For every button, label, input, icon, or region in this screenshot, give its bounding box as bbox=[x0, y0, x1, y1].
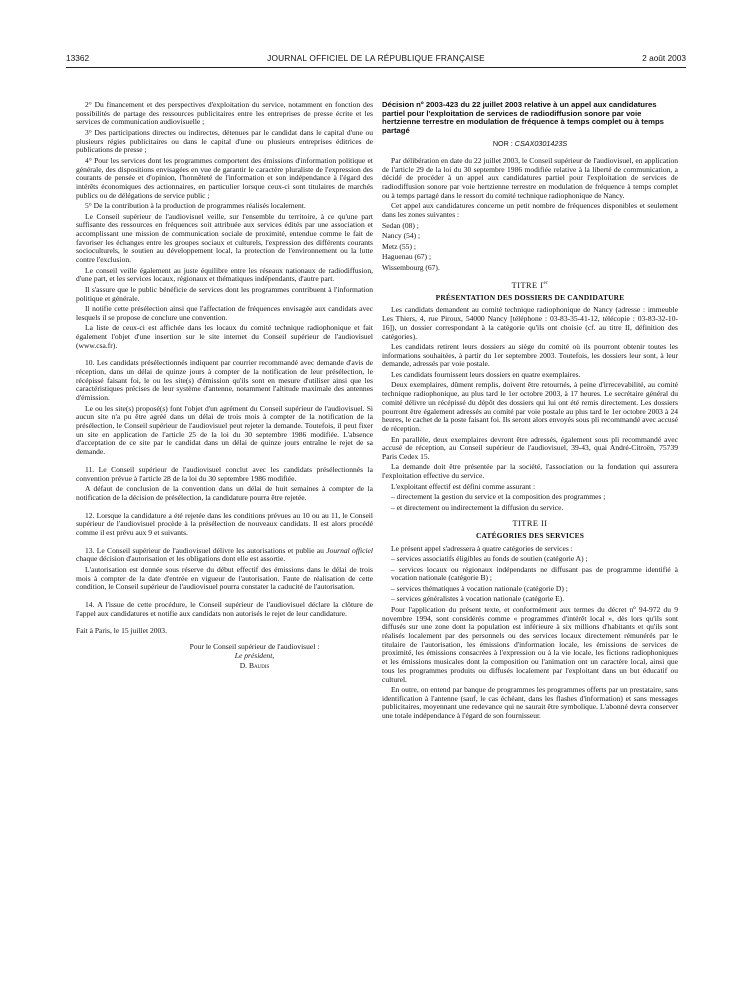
paragraph: 5° De la contribution à la production de programmes réalisés localement. bbox=[85, 201, 306, 211]
paragraph: Les candidats fournissent leurs dossiers en quatre exemplaires. bbox=[391, 369, 581, 379]
titre-1-label: TITRE I bbox=[511, 281, 544, 291]
right-column bbox=[382, 101, 678, 723]
section-heading: PRÉSENTATION DES DOSSIERS DE CANDIDATURE bbox=[435, 292, 625, 302]
issue-date: 2 août 2003 bbox=[642, 53, 686, 63]
paragraph: 12. Lorsque la candidature a été rejetée dans les conditions prévues au 10 ou au 11, le Conseil supérieur de l'audiovisuel procède à la présélection de nouveaux candidats. Il est alors procédé comme il est prévu aux 9 et suivants. bbox=[76, 510, 373, 537]
nor-code: CSAX0301423S bbox=[514, 139, 568, 149]
paragraph: L'autorisation est donnée sous réserve du début effectif des émissions dans le délai de trois mois à compter de la date d'entrée en vigueur de l'autorisation. Faute de réalisation de cette condition, le Conseil supérieur de l'audiovisuel pourra constater la caducité de l'autorisation. bbox=[76, 564, 373, 592]
titre-1-heading bbox=[382, 280, 678, 290]
category-item: – services généralistes à vocation nationale (catégorie E). bbox=[391, 594, 565, 604]
journal-title: JOURNAL OFFICIEL DE LA RÉPUBLIQUE FRANÇAISE bbox=[267, 53, 485, 63]
list-item: – directement la gestion du service et la composition des programmes ; bbox=[391, 492, 606, 502]
titre-1-sup: er bbox=[543, 281, 549, 287]
page-header bbox=[66, 52, 686, 64]
zone-item: Haguenau (67) ; bbox=[382, 252, 432, 262]
paragraph: 2° Du financement et des perspectives d'exploitation du service, notamment en fonction des possibilités de partage des ressources publicitaires entre les entreprises de presse écrite et les services de communication audiovisuelle ; bbox=[76, 100, 373, 127]
page-number: 13362 bbox=[66, 53, 90, 63]
titre-2-heading: TITRE II bbox=[512, 519, 548, 529]
paragraph: Par délibération en date du 22 juillet 2003, le Conseil supérieur de l'audiovisuel, en application de l'article 29 de la loi du 30 septembre 1986 modifiée relative à la liberté de communication, a décidé de procéder à un appel aux candidatures partiel pour l'exploitation de services de radiodiffusion sonore par voie hertzienne terrestre en modulation de fréquence à temps complet ou à temps partagé dans le ressort du comité technique radiophonique de Nancy. bbox=[382, 156, 678, 200]
paragraph: 10. Les candidats présélectionnés indiquent par courrier recommandé avec demande d'avis de réception, dans un délai de quinze jours à compter de la notification de leur présélection, le récépissé faisant foi, le ou les site(s) d'émission qu'ils sont en mesure d'utiliser ainsi que les caractéristiques précises de leur système d'antenne, notamment l'altitude maximale des antennes d'émission. bbox=[76, 358, 373, 403]
paragraph: 14. A l'issue de cette procédure, le Conseil supérieur de l'audiovisuel déclare la clôture de l'appel aux candidatures et notifie aux candidats non autorisés le rejet de leur candidature. bbox=[76, 599, 373, 618]
paragraph: Il notifie cette présélection ainsi que l'affectation de fréquences envisagée aux candidats avec lesquels il se propose de conclure une convention. bbox=[76, 304, 373, 322]
section-heading: CATÉGORIES DES SERVICES bbox=[475, 531, 585, 541]
paragraph: 4° Pour les services dont les programmes comportent des émissions d'information politique et générale, des dispositions envisagées en vue de garantir le caractère pluraliste de l'expression des courants de pensée et d'opinion, l'honnêteté de l'information et son indépendance à l'égard des intérêts économiques des actionnaires, en particulier lorsque ceux-ci sont titulaires de marchés publics ou de délégations de service public ; bbox=[76, 155, 373, 200]
paragraph: En parallèle, deux exemplaires devront être adressés, également sous pli recommandé avec accusé de réception, au Conseil supérieur de l'audiovisuel, 39-43, quai André-Citroën, 75739 Paris Cedex 15. bbox=[382, 434, 678, 461]
signature-place-date: Fait à Paris, le 15 juillet 2003. bbox=[76, 626, 167, 636]
paragraph: Deux exemplaires, dûment remplis, doivent être retournés, à peine d'irrecevabilité, au comité technique radiophonique, au plus tard le 1er octobre 2003, à 17 heures. Le secrétaire général du comité délivre un récépissé du dépôt des dossiers qui lui ont été remis directement. Les dossiers pourront être également adressés au comité par voie postale au plus tard le 1er octobre 2003 à 24 heures, le cachet de la poste faisant foi. Ils seront alors envoyés sous pli recommandé avec accusé de réception. bbox=[382, 380, 678, 433]
paragraph: La liste de ceux-ci est affichée dans les locaux du comité technique radiophonique et fait également l'objet d'une insertion sur le site internet du Conseil supérieur de l'audiovisuel (www.csa.fr). bbox=[76, 323, 373, 350]
paragraph: La demande doit être présentée par la société, l'association ou la fondation qui assurera l'exploitation effective du service. bbox=[382, 462, 678, 481]
list-item: – et directement ou indirectement la diffusion du service. bbox=[391, 502, 564, 512]
zone-item: Nancy (54) ; bbox=[382, 231, 421, 241]
zone-item: Wissembourg (67). bbox=[382, 262, 440, 272]
journal-officiel-ref: Journal officiel bbox=[326, 545, 373, 555]
signature-block bbox=[136, 642, 373, 670]
header-rule bbox=[66, 67, 686, 68]
left-column bbox=[76, 101, 373, 670]
text-run: chaque décision d'autorisation et les obligations dont elle est assortie. bbox=[76, 554, 286, 564]
signatory-name: D. Baudis bbox=[239, 660, 270, 670]
zone-item: Sedan (08) ; bbox=[382, 220, 419, 230]
category-item: – services locaux ou régionaux indépendants ne diffusant pas de programme identifié à vocation nationale (catégorie B) ; bbox=[391, 564, 678, 583]
nor-reference bbox=[382, 140, 678, 149]
paragraph: Le présent appel s'adressera à quatre catégories de services : bbox=[391, 543, 573, 553]
category-item: – services associatifs éligibles au fonds de soutien (catégorie A) ; bbox=[391, 554, 588, 564]
zone-item: Metz (55) ; bbox=[382, 241, 416, 251]
paragraph: Cet appel aux candidatures concerne un petit nombre de fréquences disponibles et seulement dans les zones suivantes : bbox=[382, 201, 678, 220]
paragraph: En outre, on entend par banque de programmes les programmes offerts par un prestataire, sans identification à l'antenne (sauf, le cas échéant, dans les flashes d'information) et sans messages publicitaires, moyennant une redevance qui ne saurait être symbolique. L'abonné devra conserver une totale indépendance à l'égard de son fournisseur. bbox=[382, 685, 678, 721]
paragraph: Pour l'application du présent texte, et conformément aux termes du décret nº 94-972 du 9 novembre 1994, sont considérés comme « programmes d'intérêt local », dès lors qu'ils sont diffusés sur une zone dont la population est inférieure à six millions d'habitants et qu'ils sont réalisés localement par des personnels ou des services locaux directement rémunérés par le titulaire de l'autorisation, les émissions d'information locale, les émissions de services de proximité, les émissions consacrées à l'expression ou à la vie locale, les fictions radiophoniques et les émissions musicales dont la composition ou l'animation ont un caractère local, ainsi que tous les programmes produits ou diffusés localement par l'exploitant dans un but éducatif ou culturel. bbox=[382, 604, 678, 684]
paragraph: Les candidats retirent leurs dossiers au siège du comité où ils pourront obtenir toutes les informations souhaitées, à partir du 1er septembre 2003. Toutefois, les dossiers leur sont, à leur demande, adressés par voie postale. bbox=[382, 342, 678, 369]
text-run: 13. Le Conseil supérieur de l'audiovisuel délivre les autorisations et publie au bbox=[85, 545, 327, 555]
paragraph bbox=[76, 547, 373, 564]
signatory-role: Le président, bbox=[234, 651, 275, 661]
category-item: – services thématiques à vocation nationale (catégorie D) ; bbox=[391, 583, 568, 593]
paragraph: 3° Des participations directes ou indirectes, détenues par le candidat dans le capital d'une ou plusieurs régies publicitaires ou dans le capital d'une ou plusieurs entreprises éditrices de publications de presse ; bbox=[76, 127, 373, 155]
paragraph: Le conseil veille également au juste équilibre entre les réseaux nationaux de radiodiffusion, d'une part, et les services locaux, régionaux et thématiques indépendants, d'autre part. bbox=[76, 265, 373, 284]
decision-title: Décision nº 2003-423 du 22 juillet 2003 relative à un appel aux candidatures partiel pour l'exploitation de services de radiodiffusion sonore par voie hertzienne terrestre en modulation de fréquence à temps complet ou à temps partagé bbox=[382, 100, 664, 135]
signature-line: Pour le Conseil supérieur de l'audiovisuel : bbox=[189, 642, 320, 652]
paragraph: Il s'assure que le public bénéficie de services dont les programmes contribuent à l'information politique et générale. bbox=[76, 284, 373, 303]
paragraph: L'exploitant effectif est défini comme assurant : bbox=[391, 481, 536, 491]
paragraph: Le ou les site(s) proposé(s) font l'objet d'un agrément du Conseil supérieur de l'audiovisuel. Si aucun site n'a pu être agréé dans un délai de trois mois à compter de la notification de la présélection, le Conseil supérieur de l'audiovisuel peut rejeter la demande. Toutefois, il peut fixer un site en application de l'article 25 de la loi du 30 septembre 1986 modifiée. L'absence d'acceptation de ce site par le candidat dans un délai de quinze jours entraîne le rejet de sa demande. bbox=[76, 403, 373, 457]
nor-label: NOR : bbox=[492, 139, 515, 149]
paragraph: Les candidats demandent au comité technique radiophonique de Nancy (adresse : immeuble Les Thiers, 4, rue Piroux, 54000 Nancy [téléphone : 03-83-35-41-12, télécopie : 03-83-32-10-16]), un dossier correspondant à la catégorie qu'ils ont choisie (cf. au titre II, définition des catégories). bbox=[382, 305, 678, 341]
paragraph: Le Conseil supérieur de l'audiovisuel veille, sur l'ensemble du territoire, à ce qu'une part suffisante des ressources en fréquences soit attribuée aux services édités par une association et accomplissant une mission de communication sociale de proximité, entendue comme le fait de favoriser les échanges entre les groupes sociaux et culturels, l'expression des différents courants socioculturels, le soutien au développement local, la protection de l'environnement ou la lutte contre l'exclusion. bbox=[76, 211, 373, 265]
paragraph: A défaut de conclusion de la convention dans un délai de huit semaines à compter de la notification de la décision de présélection, la candidature pourra être rejetée. bbox=[76, 484, 373, 502]
paragraph: 11. Le Conseil supérieur de l'audiovisuel conclut avec les candidats présélectionnés la convention prévue à l'article 28 de la loi du 30 septembre 1986 modifiée. bbox=[76, 464, 373, 483]
